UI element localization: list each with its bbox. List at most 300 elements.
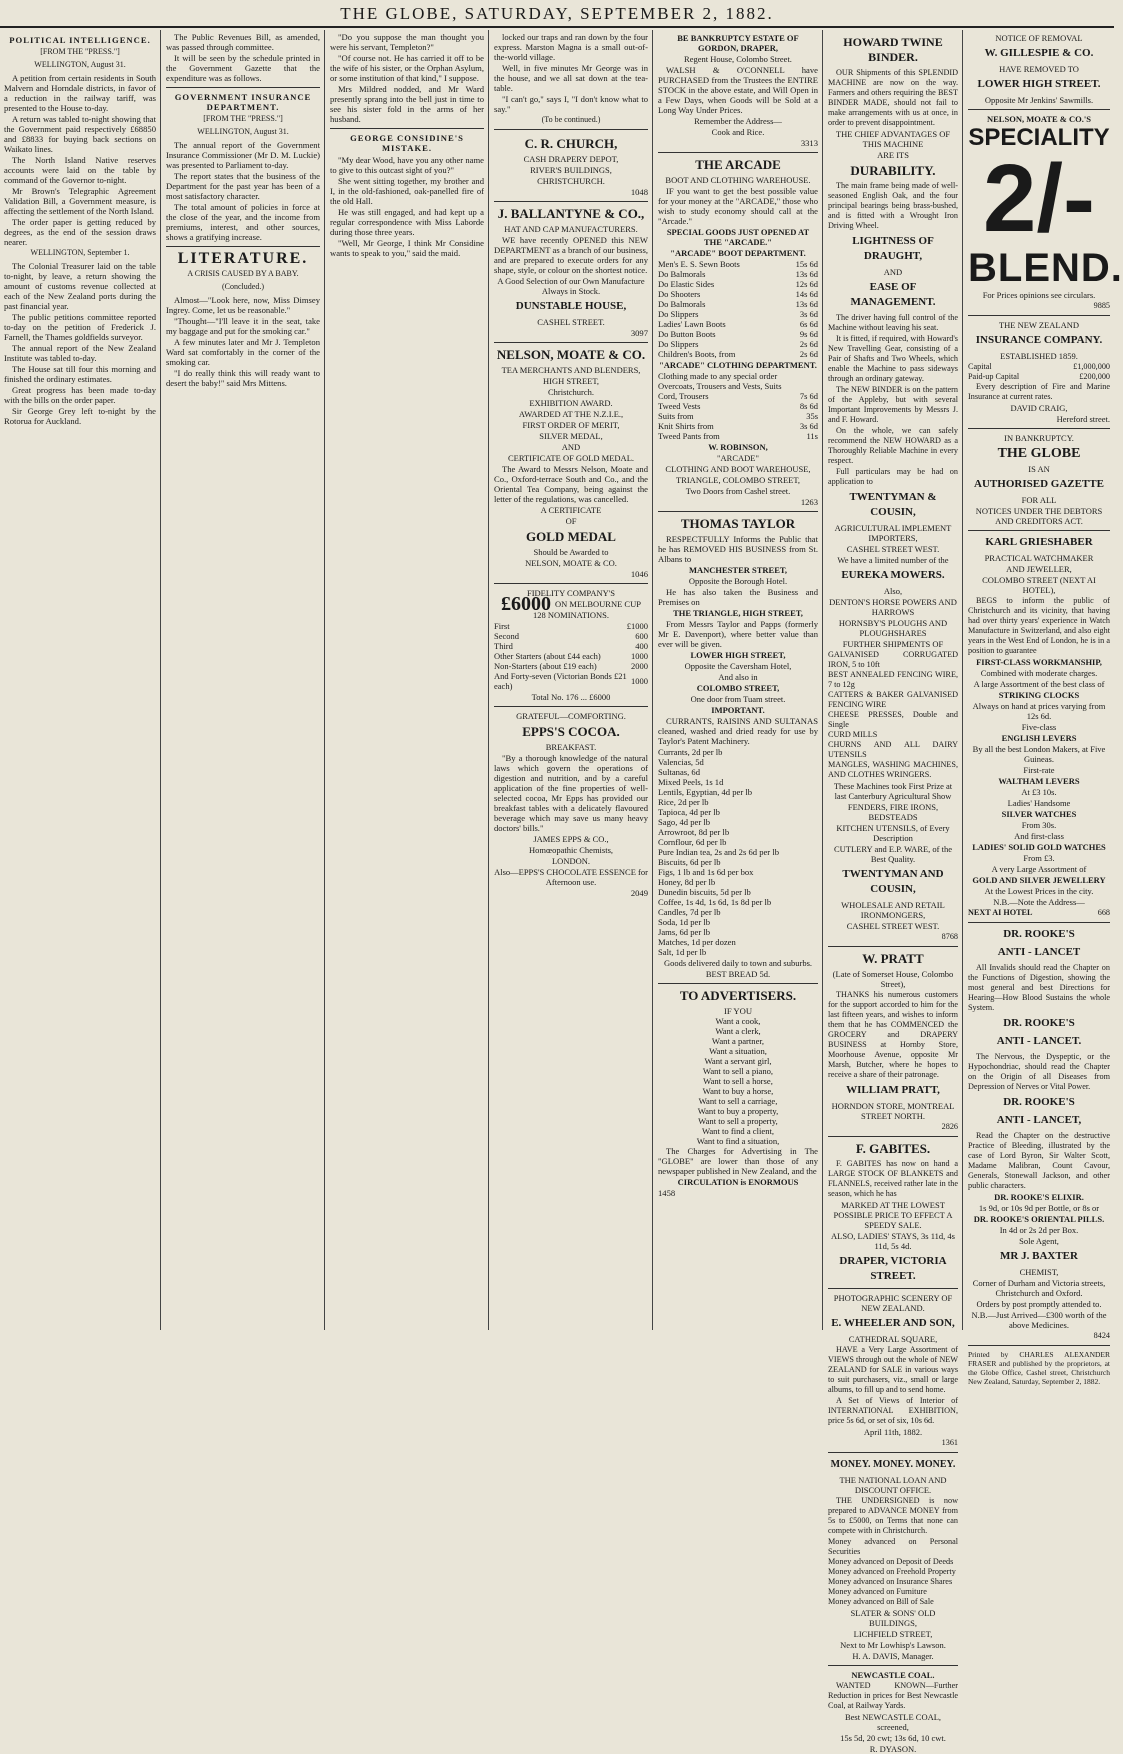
capital-row bbox=[968, 372, 1110, 382]
price-row bbox=[658, 299, 818, 309]
ad-line: N.B.—Note the Address— bbox=[993, 897, 1085, 907]
row-label: Do Slippers bbox=[658, 339, 699, 349]
ad-line: Homœopathic Chemists, bbox=[528, 845, 614, 855]
paragraph: The public petitions committee reported to-day on the petition of Frederick J. Farnell, the Thames goldfields surveyor. bbox=[4, 312, 156, 342]
prize-row bbox=[494, 651, 648, 661]
ad-line: CHRISTCHURCH. bbox=[537, 176, 605, 186]
ad-title: J. BALLANTYNE & CO., bbox=[497, 206, 645, 221]
grocery-item: Honey, 8d per lb bbox=[658, 877, 716, 887]
row-value: 600 bbox=[635, 631, 648, 641]
ad-line: H. A. DAVIS, Manager. bbox=[852, 1651, 934, 1661]
row-value: 400 bbox=[635, 641, 648, 651]
ad-line: FENDERS, FIRE IRONS, BEDSTEADS bbox=[847, 802, 939, 822]
money-item: Money advanced on Deposit of Deeds bbox=[828, 1557, 954, 1566]
ad-title: W. GILLESPIE & CO. bbox=[984, 47, 1094, 59]
ad-text: The main frame being made of well-seasoned English Oak, and the four principal bearings being brass-bushed, and is fitted with a Wrought Iron Driving Wheel. bbox=[828, 181, 958, 230]
ad-line: THE CHIEF ADVANTAGES OF THIS MACHINE bbox=[835, 129, 951, 149]
ad-text: It is fitted, if required, with Howard's New Travelling Gear, consisting of a Pair of Shafts and Two Wheels, which enable the Machine to pass sideways through an ordinary gateway. bbox=[828, 334, 958, 383]
ad-line: CASHEL STREET WEST. bbox=[846, 544, 940, 554]
ad-text: The Charges for Advertising in The "GLOBE" are lower than those of any newspaper published in New Zealand, and the bbox=[658, 1146, 818, 1176]
section-heading: GOVERNMENT INSURANCE DEPARTMENT. bbox=[174, 92, 312, 112]
ad-line: AGRICULTURAL IMPLEMENT IMPORTERS, bbox=[834, 523, 952, 543]
ad-line: Remember the Address— bbox=[694, 116, 782, 126]
dateline: WELLINGTON, September 1. bbox=[30, 248, 130, 257]
row-label: Suits from bbox=[658, 411, 694, 421]
ad-arcade bbox=[658, 157, 818, 507]
divider bbox=[828, 1665, 958, 1666]
ad-number: 1048 bbox=[630, 187, 648, 197]
grocery-item: Sultanas, 6d bbox=[658, 767, 701, 777]
divider bbox=[968, 315, 1110, 316]
ad-line: Orders by post promptly attended to. bbox=[976, 1299, 1102, 1309]
row-value: 12s 6d bbox=[795, 279, 818, 289]
row-value: 11s bbox=[806, 431, 818, 441]
ad-line: "ARCADE" BOOT DEPARTMENT. bbox=[670, 248, 806, 258]
paragraph: The Public Revenues Bill, as amended, was passed through committee. bbox=[166, 32, 320, 52]
ad-line: R. DYASON. bbox=[869, 1744, 917, 1754]
row-value: 15s 6d bbox=[795, 259, 818, 269]
grocery-item: Biscuits, 6d per lb bbox=[658, 857, 721, 867]
ad-line: And also in bbox=[718, 672, 758, 682]
ad-number: 8424 bbox=[1093, 1331, 1110, 1340]
divider bbox=[658, 983, 818, 984]
row-value: 9s 6d bbox=[799, 329, 818, 339]
row-value: 8s 6d bbox=[799, 401, 818, 411]
capital-value: £200,000 bbox=[1079, 372, 1110, 381]
imprint: Printed by CHARLES ALEXANDER FRASER and published by the proprietors, at the Globe Office, Cashel street, Christchurch New Zealand, Saturday, September 2, 1882. bbox=[968, 1350, 1110, 1386]
column-advertisements-2 bbox=[658, 32, 818, 1328]
ad-number: 1046 bbox=[630, 569, 648, 579]
row-value: 3s 6d bbox=[799, 309, 818, 319]
ad-line: Best NEWCASTLE COAL, screened, bbox=[844, 1712, 942, 1732]
ad-line: RIVER'S BUILDINGS, bbox=[530, 165, 612, 175]
row-label: Tweed Pants from bbox=[658, 431, 720, 441]
column-rule bbox=[160, 30, 161, 1330]
paragraph: She went sitting together, my brother and I, in the old-fashioned, oak-panelled fire of the old Hall. bbox=[330, 176, 484, 206]
grocery-item: Lentils, Egyptian, 4d per lb bbox=[658, 787, 753, 797]
capital-label: Capital bbox=[968, 362, 992, 371]
prize-amount: £6000 bbox=[501, 593, 552, 615]
ad-line: NEXT AI HOTEL bbox=[968, 908, 1033, 917]
ad-line: STRIKING CLOCKS bbox=[998, 690, 1080, 700]
ad-line: MANCHESTER STREET, bbox=[688, 565, 788, 575]
ad-line: EASE OF MANAGEMENT. bbox=[850, 281, 936, 308]
advert-line: Want a cook, bbox=[715, 1016, 761, 1026]
ad-line: WHOLESALE AND RETAIL IRONMONGERS, bbox=[841, 900, 945, 920]
row-label: Non-Starters (about £19 each) bbox=[494, 661, 597, 671]
ad-text: F. GABITES has now on hand a LARGE STOCK OF BLANKETS and FLANNELS, received rather late in the season, which he has bbox=[828, 1159, 958, 1198]
paragraph: "Of course not. He has carried it off to be the wife of his sister, or the Orphan Asylum, or some institution of that kind," I suppose. bbox=[330, 53, 484, 83]
money-item: Money advanced on Furniture bbox=[828, 1587, 927, 1596]
ad-line: CIRCULATION is ENORMOUS bbox=[677, 1177, 799, 1187]
price-list bbox=[658, 259, 818, 359]
row-value bbox=[797, 381, 818, 391]
divider bbox=[968, 530, 1110, 531]
ad-title: INSURANCE COMPANY. bbox=[975, 334, 1103, 346]
advert-list bbox=[658, 1006, 818, 1146]
prize-row bbox=[494, 631, 648, 641]
ad-gillespie bbox=[968, 33, 1110, 105]
ad-howard-binder bbox=[828, 35, 958, 942]
ad-line: TRIANGLE, COLOMBO STREET, bbox=[675, 475, 801, 485]
article-body bbox=[4, 73, 156, 426]
ad-line: Should be Awarded to bbox=[533, 547, 609, 557]
ad-line: AND JEWELLER, bbox=[1006, 564, 1072, 574]
ad-number: 9885 bbox=[1093, 301, 1110, 310]
further-item: CATTERS & BAKER GALVANISED FENCING WIRE bbox=[828, 690, 958, 709]
ad-line: IMPORTANT. bbox=[711, 705, 765, 715]
ad-title: EPPS'S COCOA. bbox=[522, 724, 620, 739]
ad-title: THE ARCADE bbox=[695, 157, 781, 172]
row-value: 35s bbox=[806, 411, 818, 421]
ad-title: DR. ROOKE'S bbox=[1003, 1017, 1075, 1029]
paragraph: "My dear Wood, have you any other name to give to this outcast sight of you?" bbox=[330, 155, 484, 175]
ad-line: Five-class bbox=[1021, 722, 1057, 732]
row-label: Do Balmorals bbox=[658, 299, 706, 309]
further-item: BEST ANNEALED FENCING WIRE, 7 to 12g bbox=[828, 670, 958, 689]
ad-line: Cook and Rice. bbox=[711, 127, 765, 137]
price-row bbox=[658, 401, 818, 411]
row-label: Cord, Trousers bbox=[658, 391, 709, 401]
ad-text: CURRANTS, RAISINS AND SULTANAS cleaned, washed and dried ready for use by Taylor's Patent Machinery. bbox=[658, 716, 818, 746]
ad-line: SPECIAL GOODS JUST OPENED AT THE "ARCADE." bbox=[666, 227, 810, 247]
ad-text: The NEW BINDER is on the pattern of the Appleby, but with several Important Improvements by Messrs J. and F. Howard. bbox=[828, 385, 958, 424]
ad-text: Read the Chapter on the destructive Practice of Bleeding, illustrated by the case of Lord Byron, Sir Walter Scott, Madame Malibran, Count Cavour, Generals, Stonewall Jackson, and other public characters. bbox=[968, 1131, 1110, 1190]
divider bbox=[166, 246, 320, 247]
ad-text: WALSH & O'CONNELL have PURCHASED from the Trustees the ENTIRE STOCK in the above estate, and Will Open in a Few Days, when Goods will be Sold at a Long Way Under Prices. bbox=[658, 65, 818, 115]
ad-gabites bbox=[828, 1141, 958, 1284]
column-story bbox=[330, 32, 484, 1328]
paragraph: "Thought—"I'll leave it in the seat, take my baggage and put for the smoking car." bbox=[166, 316, 320, 336]
divider bbox=[828, 1136, 958, 1137]
paragraph: Sir George Grey left to-night by the Rotorua for Auckland. bbox=[4, 406, 156, 426]
ad-line: DENTON'S HORSE POWERS AND HARROWS bbox=[829, 597, 957, 617]
ad-line: At the Lowest Prices in the city. bbox=[984, 886, 1094, 896]
ad-line: BLEND. bbox=[968, 246, 1123, 290]
ad-line: SILVER WATCHES bbox=[1001, 809, 1077, 819]
story-title: A CRISIS CAUSED BY A BABY. bbox=[187, 269, 299, 278]
advert-line: Want a situation, bbox=[709, 1046, 767, 1056]
section-heading: POLITICAL INTELLIGENCE. bbox=[9, 35, 151, 45]
ad-number: 2826 bbox=[941, 1122, 958, 1131]
divider bbox=[968, 1345, 1110, 1346]
ad-title: THE GLOBE bbox=[997, 446, 1081, 461]
paragraph: Mr Brown's Telegraphic Agreement Validation Bill, a Government measure, is affecting the settlement of the North Island. bbox=[4, 186, 156, 216]
price-row bbox=[658, 259, 818, 269]
divider bbox=[968, 109, 1110, 110]
ad-grieshaber bbox=[968, 535, 1110, 918]
grocery-item: Figs, 1 lb and 1s 6d per box bbox=[658, 867, 754, 877]
ad-line: Regent House, Colombo Street. bbox=[684, 54, 792, 64]
ad-title: MONEY. MONEY. MONEY. bbox=[830, 1459, 956, 1470]
further-list bbox=[828, 650, 958, 780]
ad-title: DR. ROOKE'S bbox=[1003, 928, 1075, 940]
paragraph: locked our traps and ran down by the four express. Marston Magna is a small out-of-the-world village. bbox=[494, 32, 648, 62]
money-item: Money advanced on Freehold Property bbox=[828, 1567, 956, 1576]
further-item: CHURNS AND ALL DAIRY UTENSILS bbox=[828, 740, 958, 759]
ad-title: THOMAS TAYLOR bbox=[680, 516, 796, 531]
ad-line: For Prices opinions see circulars. bbox=[982, 290, 1096, 300]
paragraph: The total amount of policies in force at the close of the year, and the income from premiums, interest, and other sources, shows a gratifying increase. bbox=[166, 202, 320, 242]
ad-text: From Messrs Taylor and Papps (formerly Mr E. Davenport), where better value than ever will be given. bbox=[658, 619, 818, 649]
row-value: £1000 bbox=[626, 621, 648, 631]
ad-line: NOTICE OF REMOVAL bbox=[995, 33, 1083, 43]
ad-title: TO ADVERTISERS. bbox=[679, 988, 797, 1003]
paragraph: A return was tabled to-night showing that the Government paid respectively £68850 and £8833 for buying back sections on Waikato lines. bbox=[4, 114, 156, 154]
ad-line: DRAPER, VICTORIA STREET. bbox=[839, 1255, 947, 1282]
ad-line: 15s 5d, 20 cwt; 13s 6d, 10 cwt. bbox=[840, 1733, 946, 1743]
ad-line: PHOTOGRAPHIC SCENERY OF NEW ZEALAND. bbox=[833, 1293, 953, 1313]
ad-newcastle-coal bbox=[828, 1670, 958, 1754]
ad-line: First-rate bbox=[1023, 765, 1055, 775]
ad-line: JAMES EPPS & CO., bbox=[533, 834, 609, 844]
price-row bbox=[658, 381, 818, 391]
paragraph: "Do you suppose the man thought you were his servant, Templeton?" bbox=[330, 32, 484, 52]
advert-line: Want a servant girl, bbox=[704, 1056, 772, 1066]
ad-line: EXHIBITION AWARD. bbox=[529, 398, 613, 408]
ad-number: 3313 bbox=[800, 138, 818, 148]
ad-line: A large Assortment of the best class of bbox=[973, 679, 1105, 689]
ad-title: E. WHEELER AND SON, bbox=[831, 1317, 955, 1329]
ad-line: ENGLISH LEVERS bbox=[1001, 733, 1077, 743]
further-item: CURD MILLS bbox=[828, 730, 878, 739]
ad-epps-cocoa bbox=[494, 711, 648, 898]
column-rule bbox=[324, 30, 325, 1330]
prize-row bbox=[494, 641, 648, 651]
prize-total: Total No. 176 ... £6000 bbox=[531, 692, 611, 702]
section-source: [FROM THE "PRESS."] bbox=[40, 47, 120, 56]
divider bbox=[658, 152, 818, 153]
money-item: Money advanced on Insurance Shares bbox=[828, 1577, 953, 1586]
ad-line: BREAKFAST. bbox=[545, 742, 597, 752]
divider bbox=[330, 128, 484, 129]
row-label: And Forty-seven (Victorian Bonds £21 each) bbox=[494, 671, 627, 691]
ad-line: DR. ROOKE'S ORIENTAL PILLS. bbox=[973, 1214, 1105, 1224]
ad-title: NEWCASTLE COAL. bbox=[851, 1670, 935, 1680]
ad-line: BOOT AND CLOTHING WAREHOUSE. bbox=[665, 175, 811, 185]
row-value: 13s 6d bbox=[795, 299, 818, 309]
ad-pratt bbox=[828, 951, 958, 1132]
ad-line: Next to Mr Lowhisp's Lawson. bbox=[840, 1640, 946, 1650]
row-label: Do Balmorals bbox=[658, 269, 706, 279]
row-value: 2000 bbox=[631, 661, 648, 671]
capital-value: £1,000,000 bbox=[1073, 362, 1110, 371]
ad-line: A CERTIFICATE bbox=[540, 505, 602, 515]
divider bbox=[968, 922, 1110, 923]
ad-line: HORNSBY'S PLOUGHS AND PLOUGHSHARES bbox=[838, 618, 948, 638]
ad-line: Sole Agent, bbox=[1019, 1236, 1059, 1246]
ad-line: HIGH STREET, bbox=[542, 376, 600, 386]
ad-line: CUTLERY and E.P. WARE, of the Best Quality. bbox=[833, 844, 953, 864]
ad-line: Always on hand at prices varying from 12s 6d. bbox=[972, 701, 1106, 721]
ad-line: Opposite the Caversham Hotel, bbox=[684, 661, 792, 671]
advert-line: Want to find a client, bbox=[701, 1126, 775, 1136]
ad-line: GOLD MEDAL bbox=[526, 529, 616, 544]
ad-line: LIGHTNESS OF DRAUGHT, bbox=[852, 235, 934, 262]
ad-line: LICHFIELD STREET, bbox=[853, 1629, 933, 1639]
ad-line: SILVER MEDAL, bbox=[539, 431, 603, 441]
paragraph: "Well, Mr George, I think Mr Considine wants to speak to you," said the maid. bbox=[330, 238, 484, 258]
ad-line: By all the best London Makers, at Five Guineas. bbox=[972, 744, 1106, 764]
price-row bbox=[658, 269, 818, 279]
ad-line: AND bbox=[883, 267, 903, 277]
ad-line: LADIES' SOLID GOLD WATCHES bbox=[972, 842, 1106, 852]
advert-line: Want to find a situation, bbox=[696, 1136, 780, 1146]
ad-title: NELSON, MOATE & CO. bbox=[496, 347, 646, 362]
divider bbox=[494, 342, 648, 343]
ad-line: OF bbox=[565, 516, 577, 526]
ad-number: 1361 bbox=[941, 1438, 958, 1447]
ad-line: IS AN bbox=[1028, 464, 1050, 474]
paragraph: Great progress has been made to-day with the bills on the order paper. bbox=[4, 385, 156, 405]
ad-line: CASHEL STREET WEST. bbox=[846, 921, 940, 931]
ad-line: SLATER & SONS' OLD BUILDINGS, bbox=[850, 1608, 936, 1628]
ad-line: LONDON. bbox=[551, 856, 590, 866]
price-row bbox=[658, 391, 818, 401]
row-label: Children's Boots, from bbox=[658, 349, 736, 359]
grocery-item: Rice, 2d per lb bbox=[658, 797, 709, 807]
paragraph: The Colonial Treasurer laid on the table to-night, by leave, a return showing the amount of customs revenue collected at each of the New Zealand ports during the past financial year. bbox=[4, 261, 156, 311]
story-note: (Concluded.) bbox=[222, 282, 264, 291]
price-row bbox=[658, 329, 818, 339]
ad-line: COLOMBO STREET (NEXT AI HOTEL), bbox=[982, 575, 1096, 595]
ad-nelson-moate bbox=[494, 347, 648, 579]
price-row bbox=[658, 309, 818, 319]
ad-line: PRACTICAL WATCHMAKER bbox=[984, 553, 1094, 563]
ad-line: FIRST ORDER OF MERIT, bbox=[522, 420, 620, 430]
paragraph: The report states that the business of the Department for the past year has been of a most satisfactory character. bbox=[166, 171, 320, 201]
ad-line: NOTICES UNDER THE DEBTORS AND CREDITORS ACT. bbox=[975, 506, 1103, 526]
paragraph: The order paper is getting reduced by degrees, as the end of the session draws nearer. bbox=[4, 217, 156, 247]
divider bbox=[494, 129, 648, 130]
masthead bbox=[0, 0, 1114, 28]
paragraph: The House sat till four this morning and finished the ordinary estimates. bbox=[4, 364, 156, 384]
ad-text: WE have recently OPENED this NEW DEPARTMENT as a branch of our business, and are prepared to execute orders for any shape, style, or colour on the shortest notice. bbox=[494, 235, 648, 275]
ad-title: W. PRATT bbox=[862, 951, 924, 966]
paragraph: A few minutes later and Mr J. Templeton Ward sat comfortably in the corner of the smoking car. bbox=[166, 337, 320, 367]
price-row bbox=[658, 371, 818, 381]
ad-line: (Late of Somerset House, Colombo Street), bbox=[832, 969, 954, 989]
ad-title: F. GABITES. bbox=[855, 1141, 931, 1156]
ad-title: SPECIALITY bbox=[968, 124, 1110, 151]
ad-title: BE BANKRUPTCY ESTATE OF GORDON, DRAPER, bbox=[677, 33, 799, 53]
ad-line: CERTIFICATE OF GOLD MEDAL. bbox=[507, 453, 635, 463]
section-source: [FROM THE "PRESS."] bbox=[203, 114, 283, 123]
column-advertisements-4 bbox=[968, 32, 1123, 1386]
ad-text: "By a thorough knowledge of the natural laws which govern the operations of digestion and nutrition, and by a careful application of the fine properties of well-selected cocoa, Mr Epps has provided our breakfast tables with a delicately flavoured beverage which may save us many heavy doctors' bills." bbox=[494, 753, 648, 833]
address-row bbox=[968, 908, 1110, 918]
capital-row bbox=[968, 362, 1110, 372]
ad-line: Ladies' Handsome bbox=[1007, 798, 1071, 808]
ad-line: In 4d or 2s 2d per Box. bbox=[999, 1225, 1079, 1235]
ad-line: N.B.—Just Arrived—£300 worth of the above Medicines. bbox=[971, 1310, 1107, 1330]
row-label: Third bbox=[494, 641, 513, 651]
advert-line: Want to sell a piano, bbox=[702, 1066, 774, 1076]
ad-line: ANTI - LANCET. bbox=[996, 1035, 1082, 1047]
masthead-title: THE GLOBE, SATURDAY, SEPTEMBER 2, 1882. bbox=[340, 4, 774, 23]
advert-line: Want to sell a carriage, bbox=[698, 1096, 778, 1106]
ad-line: Christchurch. bbox=[547, 387, 595, 397]
ad-title: HOWARD TWINE BINDER. bbox=[843, 35, 943, 64]
price-list bbox=[658, 371, 818, 441]
ad-line: MR J. BAXTER bbox=[1000, 1250, 1078, 1262]
row-label: First bbox=[494, 621, 510, 631]
ad-line: Hereford street. bbox=[1056, 414, 1110, 424]
ad-line: CATHEDRAL SQUARE, bbox=[848, 1334, 938, 1344]
ad-line: ESTABLISHED 1859. bbox=[1000, 351, 1078, 361]
ad-thomas-taylor bbox=[658, 516, 818, 979]
divider bbox=[494, 583, 648, 584]
row-value: 2s 6d bbox=[799, 339, 818, 349]
ad-line: Corner of Durham and Victoria streets, Christchurch and Oxford. bbox=[972, 1278, 1106, 1298]
column-advertisements-3 bbox=[828, 32, 958, 1754]
ad-line: One door from Tuam street. bbox=[690, 694, 786, 704]
row-label: Knit Shirts from bbox=[658, 421, 714, 431]
ad-line: TWENTYMAN & COUSIN, bbox=[849, 491, 937, 518]
ad-line: BEST BREAD 5d. bbox=[705, 969, 771, 979]
ad-line: DR. ROOKE'S ELIXIR. bbox=[994, 1192, 1084, 1202]
ad-line: WALTHAM LEVERS bbox=[998, 776, 1080, 786]
ad-line: Two Doors from Cashel street. bbox=[685, 486, 791, 496]
money-list bbox=[828, 1537, 958, 1607]
price-row bbox=[658, 279, 818, 289]
ad-title: DR. ROOKE'S bbox=[1003, 1096, 1075, 1108]
ad-line: LOWER HIGH STREET. bbox=[977, 78, 1101, 90]
prize-row bbox=[494, 661, 648, 671]
ad-money bbox=[828, 1457, 958, 1661]
ad-line: "ARCADE" bbox=[717, 453, 759, 463]
row-label: Ladies' Lawn Boots bbox=[658, 319, 726, 329]
grocery-item: Dunedin biscuits, 5d per lb bbox=[658, 887, 751, 897]
ad-text: IF you want to get the best possible value for your money at the "ARCADE," those who wish to study economy should call at the "Arcade." bbox=[658, 186, 818, 226]
column-rule bbox=[962, 30, 963, 1330]
ad-text: He has also taken the Business and Premises on bbox=[658, 587, 818, 607]
prize-row bbox=[494, 671, 648, 691]
price-row bbox=[658, 411, 818, 421]
grocery-item: Currants, 2d per lb bbox=[658, 747, 723, 757]
grocery-item: Soda, 1d per lb bbox=[658, 917, 711, 927]
ad-line: Also—EPPS'S CHOCOLATE ESSENCE for Afternoon use. bbox=[494, 867, 648, 887]
row-value: 7s 6d bbox=[799, 391, 818, 401]
row-value: 1000 bbox=[631, 651, 648, 661]
ad-church bbox=[494, 136, 648, 197]
ad-line: IN BANKRUPTCY. bbox=[1004, 433, 1074, 443]
ad-line: DUNSTABLE HOUSE, bbox=[515, 300, 627, 312]
ad-line: A very Large Assortment of bbox=[991, 864, 1087, 874]
advert-line: Want to sell a property, bbox=[698, 1116, 778, 1126]
grocery-item: Cornflour, 6d per lb bbox=[658, 837, 727, 847]
ad-line: And first-class bbox=[1014, 831, 1064, 841]
ad-line: Goods delivered daily to town and suburbs. bbox=[663, 958, 813, 968]
ad-title: KARL GRIESHABER bbox=[985, 536, 1093, 548]
row-value: 13s 6d bbox=[795, 269, 818, 279]
ad-line: EUREKA MOWERS. bbox=[841, 569, 945, 581]
row-label: Tweed Vests bbox=[658, 401, 701, 411]
divider bbox=[494, 706, 648, 707]
ad-line: 1s 9d, or 10s 9d per Bottle, or 8s or bbox=[978, 1203, 1100, 1213]
ad-text: The Nervous, the Dyspeptic, or the Hypochondriac, should read the Chapter on the Origin of all Diseases from Depression of Nerves or Vital Power. bbox=[968, 1052, 1110, 1091]
divider bbox=[658, 511, 818, 512]
row-label: Second bbox=[494, 631, 520, 641]
ad-line: These Machines took First Prize at last Canterbury Agricultural Show bbox=[833, 781, 953, 801]
ad-line: KITCHEN UTENSILS, of Every Description bbox=[836, 823, 950, 843]
dateline: WELLINGTON, August 31. bbox=[34, 60, 126, 69]
paragraph: "I can't go," says I, "I don't know what to say." bbox=[494, 94, 648, 114]
advert-line: Want to buy a property, bbox=[697, 1106, 779, 1116]
price-row bbox=[658, 319, 818, 329]
ad-text: Full particulars may be had on application to bbox=[828, 467, 958, 486]
ad-text: RESPECTFULLY Informs the Public that he has REMOVED HIS BUSINESS from St. Albans to bbox=[658, 534, 818, 564]
